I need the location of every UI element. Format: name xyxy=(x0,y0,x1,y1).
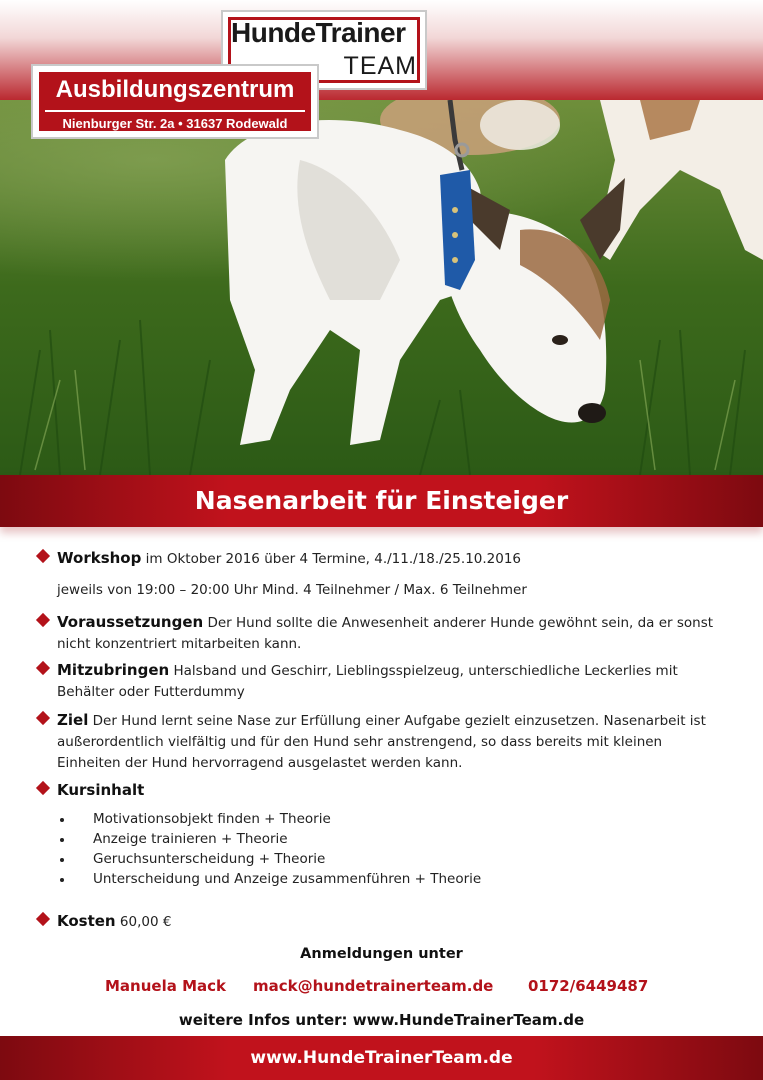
ziel-label: Ziel xyxy=(57,711,89,729)
footer-band xyxy=(0,1036,763,1080)
bullet-dot-icon xyxy=(60,818,64,822)
diamond-bullet-icon xyxy=(36,781,50,795)
list-item xyxy=(0,869,763,889)
bullet-dot-icon xyxy=(60,878,64,882)
workshop-label: Workshop xyxy=(57,549,142,567)
bullet-dot-icon xyxy=(60,838,64,842)
list-item xyxy=(0,809,763,829)
diamond-bullet-icon xyxy=(36,711,50,725)
bullet-dot-icon xyxy=(60,858,64,862)
diamond-bullet-icon xyxy=(36,912,50,926)
kosten-text: 60,00 € xyxy=(115,914,172,930)
kosten-label: Kosten xyxy=(57,912,116,930)
footer-url-link[interactable]: www.HundeTrainerTeam.de xyxy=(250,1048,513,1068)
kursinhalt-list xyxy=(0,809,763,889)
center-name: Ausbildungszentrum xyxy=(55,76,295,103)
more-info-link[interactable]: weitere Infos unter: www.HundeTrainerTeam.de xyxy=(178,1011,585,1029)
center-address: Nienburger Str. 2a • 31637 Rodewald xyxy=(62,116,288,131)
logo-brand-line1: HundeTrainer xyxy=(231,17,406,48)
kursinhalt-label: Kursinhalt xyxy=(57,781,145,799)
diamond-bullet-icon xyxy=(36,661,50,675)
registration-title: Anmeldungen unter xyxy=(300,946,463,962)
list-item-text: Anzeige trainieren + Theorie xyxy=(93,831,288,847)
list-item-text: Motivationsobjekt finden + Theorie xyxy=(93,811,331,827)
ausbildungszentrum-logo xyxy=(31,64,319,139)
list-item xyxy=(0,849,763,869)
workshop-text: im Oktober 2016 über 4 Termine, 4./11./18./25.10.2016 xyxy=(141,551,522,567)
voraussetzungen-label: Voraussetzungen xyxy=(57,613,204,631)
mitzubringen-label: Mitzubringen xyxy=(57,661,170,679)
title-band xyxy=(0,475,763,527)
diamond-bullet-icon xyxy=(36,549,50,563)
workshop-schedule: jeweils von 19:00 – 20:00 Uhr Mind. 4 Teilnehmer / Max. 6 Teilnehmer xyxy=(57,582,527,598)
contact-email-link[interactable]: mack@hundetrainerteam.de xyxy=(253,977,494,995)
voraussetzungen-text: Der Hund sollte die Anwesenheit anderer Hunde gewöhnt sein, da er sonst nicht konzentriert mitarbeiten kann. xyxy=(57,615,714,652)
logo-brand-line2: TEAM xyxy=(343,52,417,80)
list-item xyxy=(0,829,763,849)
registration-contact xyxy=(0,976,763,998)
logo-divider xyxy=(45,110,305,112)
list-item-text: Unterscheidung und Anzeige zusammenführen + Theorie xyxy=(93,871,482,887)
dog-photo xyxy=(0,100,763,475)
diamond-bullet-icon xyxy=(36,613,50,627)
contact-phone[interactable]: 0172/6449487 xyxy=(528,977,649,995)
list-item-text: Geruchsunterscheidung + Theorie xyxy=(93,851,326,867)
contact-name: Manuela Mack xyxy=(105,977,226,995)
mitzubringen-text: Halsband und Geschirr, Lieblingsspielzeug, unterschiedliche Leckerlies mit Behälter oder Futterdummy xyxy=(57,663,678,700)
ziel-text: Der Hund lernt seine Nase zur Erfüllung einer Aufgabe gezielt einzusetzen. Nasenarbeit ist außerordentlich vielfältig und für den Hund sehr anstrengend, so dass bereits mit kleinen Einheiten der Hund hervorragend ausgelastet werden kann. xyxy=(57,713,706,771)
page-title: Nasenarbeit für Einsteiger xyxy=(194,486,569,515)
